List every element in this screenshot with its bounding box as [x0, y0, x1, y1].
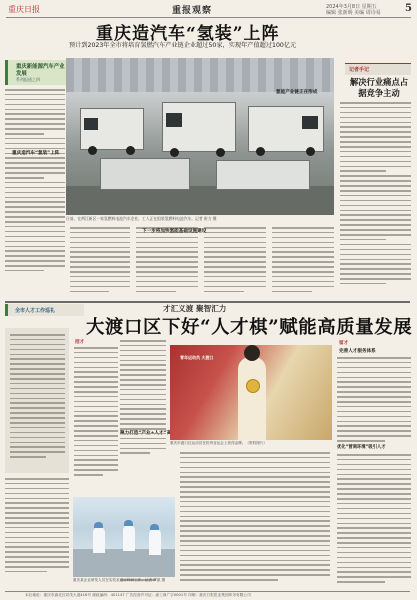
reporter-notes-label-box	[345, 63, 411, 75]
story1-body-col2	[70, 227, 130, 297]
story2-col2	[74, 347, 118, 493]
talent-series-box	[5, 304, 84, 316]
story1-body-col1	[5, 89, 65, 295]
reporter-notes-body	[340, 102, 411, 298]
reporter-notes-label: 记者手记	[349, 67, 370, 73]
athlete-photo	[170, 345, 332, 440]
story2-intro-box	[5, 328, 69, 473]
footer-text: 本社地址：重庆市渝北区同茂大道416号 邮政编码：401147 广告经营许可证：渝工商广字0001号 印刷：重庆日报报业集团印务有限公司	[25, 593, 251, 597]
series-box-sub: 系列报道之四	[16, 77, 40, 82]
story2-left-lower	[5, 478, 69, 588]
series-box	[5, 60, 68, 85]
story1-body-col5	[272, 227, 334, 297]
lab-photo-caption: 重庆某企业研发人员在实验室进行科研工作。记者 罗斌 摄	[73, 578, 166, 582]
story1-subhead: 预计到2023年全市将培育氢燃汽车产业链企业超过50家，实现年产值超过100亿元	[69, 42, 297, 49]
story2-intro-text	[10, 334, 65, 469]
header-date-line2: 编辑 张新旸 美编 周诗易	[326, 10, 381, 16]
story1-body-col3	[136, 227, 198, 297]
story2-subhead-business: 优化“营商环境”吸引人才	[337, 445, 386, 451]
athlete-photo-caption: 重庆市渡口区运动员在杭州亚运会上获得金牌。（资料图片）	[170, 441, 268, 445]
story2-subhead-liucai: 留才	[339, 341, 349, 346]
header-date	[326, 4, 381, 16]
story1-body-col4	[204, 227, 266, 297]
page-number: 5	[405, 3, 412, 14]
factory-photo	[66, 58, 334, 215]
story1-subhead-3: 下一步将加快氢能基础设施建设	[142, 229, 207, 234]
story2-col-mid	[180, 452, 330, 587]
story2-right-col	[337, 357, 411, 587]
story1-headline: 重庆造汽车“氢装”上阵	[96, 24, 280, 44]
story1-subhead-1: 重庆造汽车“氢装”上阵	[12, 151, 60, 156]
story2-kicker: 才汇义渡 聚智汇力	[163, 304, 227, 313]
header-date-line1: 2024年3月8日 星期五	[326, 4, 377, 10]
story2-col3	[120, 340, 166, 490]
story1-subhead-2: 氢能产业链正在形成	[276, 90, 318, 95]
medal-icon	[246, 379, 260, 393]
story2-subhead-zhaocai: 招才	[75, 340, 85, 345]
paper-name: 重庆日报	[8, 5, 40, 14]
section-title: 重报观察	[172, 6, 213, 16]
photo-banner: 青年运动员 大渡口	[180, 355, 214, 360]
story2-headline: 大渡口区下好“人才棋”赋能高质量发展	[86, 317, 413, 338]
reporter-notes-headline: 解决行业痛点占据竞争主动	[349, 77, 409, 98]
page-header	[6, 3, 411, 18]
talent-series-label: 全市人才工作巡礼	[15, 308, 56, 314]
series-box-title: 重庆新能源汽车产业发展	[16, 64, 65, 77]
lab-photo	[73, 497, 175, 577]
story2-subhead-service: 完善人才服务体系	[339, 349, 376, 354]
factory-photo-caption: 日前，在两江新区一家氢燃料电池汽车企业，工人正在组装氢燃料电池汽车。记者 崔力 摄	[66, 216, 217, 221]
page-footer	[5, 591, 410, 600]
